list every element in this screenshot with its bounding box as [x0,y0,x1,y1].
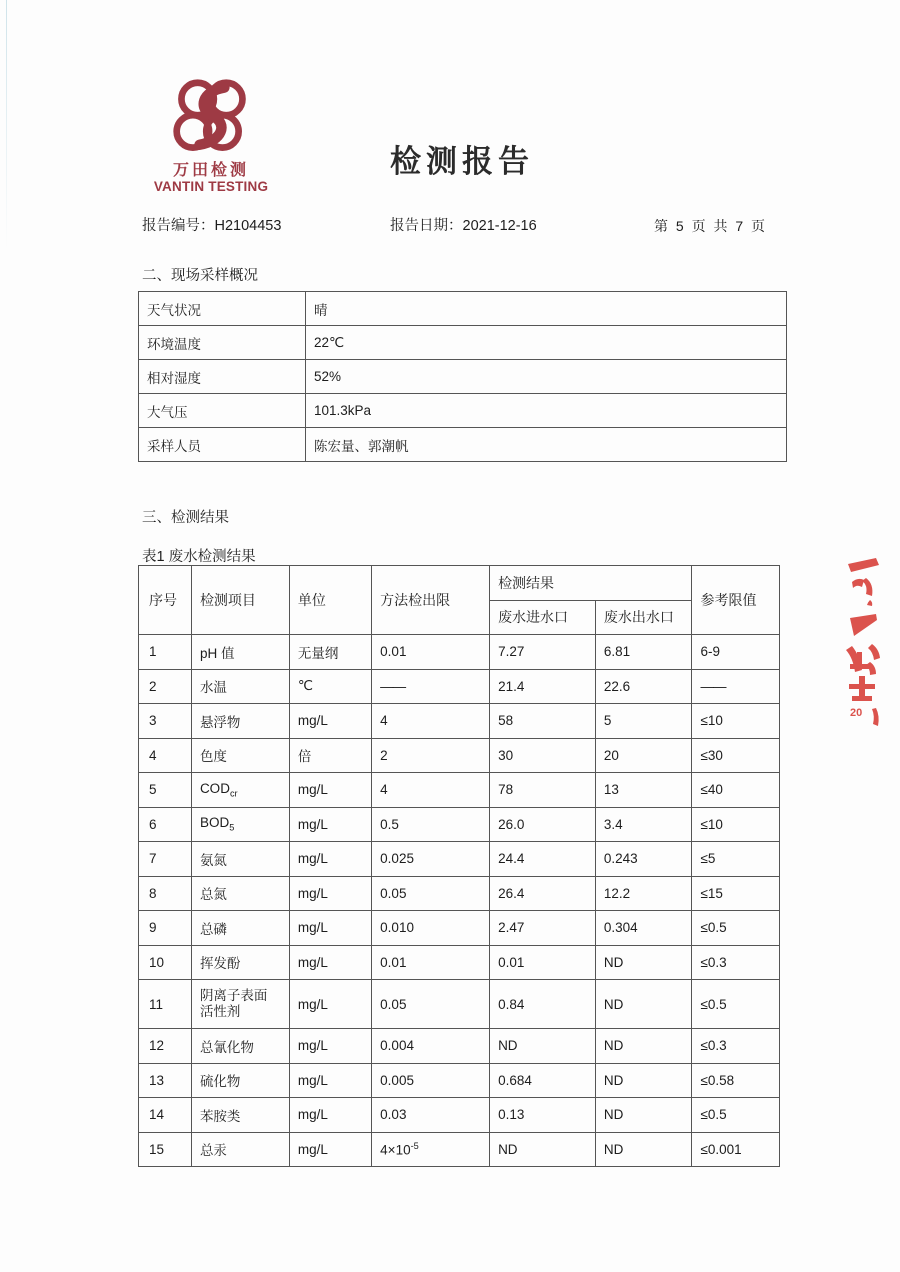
cell-no: 7 [139,842,192,877]
cell-no: 3 [139,704,192,739]
cell-no: 1 [139,635,192,670]
table-row [139,1098,780,1133]
cell-unit: mg/L [289,876,371,911]
cell-dl: 0.03 [372,1098,490,1133]
cell-limit: ≤0.3 [692,1029,780,1064]
cell-outlet: 20 [595,738,692,773]
cell-limit: ≤0.58 [692,1063,780,1098]
cell-dl: —— [372,669,490,704]
cell-no: 12 [139,1029,192,1064]
company-name-en: VANTIN TESTING [153,178,269,194]
cell-dl: 0.01 [372,635,490,670]
table-row [139,738,780,773]
cell-dl: 0.004 [372,1029,490,1064]
cell-item: 水温 [191,669,289,704]
cell-unit: mg/L [289,945,371,980]
cell-limit: —— [692,669,780,704]
company-logo [146,78,276,194]
cell-dl: 0.025 [372,842,490,877]
col-header-outlet: 废水出水口 [595,600,692,635]
cell-limit: ≤0.3 [692,945,780,980]
cell-item: 阴离子表面 活性剂 [191,980,289,1029]
cell-limit: ≤10 [692,807,780,842]
cell-outlet: 22.6 [595,669,692,704]
cell-item: $BOD_5$ [191,807,289,842]
sampling-value: 晴 [306,292,787,326]
cell-outlet: ND [595,1063,692,1098]
cell-item-subscript: 5 [229,823,235,834]
table-row [139,1063,780,1098]
inspection-seal-stamp [846,556,890,728]
cell-outlet: 13 [595,773,692,808]
cell-no: 8 [139,876,192,911]
cell-inlet: 0.01 [490,945,596,980]
col-header-item: 检测项目 [191,566,289,635]
cell-inlet: 24.4 [490,842,596,877]
results-table-caption: 表1 废水检测结果 [142,549,256,565]
sampling-key: 相对湿度 [139,360,306,394]
cell-inlet: 26.0 [490,807,596,842]
cell-outlet: ND [595,1029,692,1064]
section-heading-sampling: 二、现场采样概况 [142,268,258,284]
table-row [139,326,787,360]
cell-unit: mg/L [289,1063,371,1098]
table-row [139,842,780,877]
cell-inlet: 58 [490,704,596,739]
table-row [139,807,780,842]
cell-limit: ≤0.5 [692,1098,780,1133]
table-row [139,704,780,739]
cell-unit: mg/L [289,1098,371,1133]
cell-outlet: ND [595,1132,692,1167]
cell-dl: $4\times 10^{-5}$ [372,1132,490,1167]
cell-item: 总氮 [191,876,289,911]
table-row [139,428,787,462]
cell-item-subscript: cr [229,788,238,799]
cell-no: 9 [139,911,192,946]
table-row [139,394,787,428]
cell-dl: 0.05 [372,876,490,911]
report-meta [142,214,792,234]
cell-no: 14 [139,1098,192,1133]
report-date: 报告日期：2021-12-16 [390,218,537,234]
cell-unit: mg/L [289,704,371,739]
company-name-cn: 万田检测 [172,160,249,179]
clover-logo-icon [163,78,259,160]
sampling-key: 大气压 [139,394,306,428]
cell-inlet: 7.27 [490,635,596,670]
cell-dl: 4 [372,704,490,739]
sampling-value: 52% [306,360,787,394]
cell-outlet: 0.243 [595,842,692,877]
cell-inlet: 2.47 [490,911,596,946]
cell-no: 15 [139,1132,192,1167]
cell-unit: mg/L [289,980,371,1029]
cell-no: 13 [139,1063,192,1098]
table-header-row [139,566,780,601]
section-heading-results: 三、检测结果 [142,510,229,526]
cell-no: 5 [139,773,192,808]
cell-limit: ≤10 [692,704,780,739]
cell-limit: ≤5 [692,842,780,877]
col-header-dl: 方法检出限 [372,566,490,635]
table-row [139,669,780,704]
cell-outlet: 0.304 [595,911,692,946]
col-header-limit: 参考限值 [692,566,780,635]
cell-outlet: ND [595,1098,692,1133]
report-number: 报告编号：H2104453 [142,218,282,234]
table-row [139,876,780,911]
cell-inlet: 21.4 [490,669,596,704]
wastewater-results-table [138,565,780,1167]
cell-item: 苯胺类 [191,1098,289,1133]
seal-fragment-icon [846,556,890,728]
cell-outlet: ND [595,945,692,980]
cell-outlet: ND [595,980,692,1029]
cell-no: 2 [139,669,192,704]
cell-limit: 6-9 [692,635,780,670]
cell-inlet: 0.684 [490,1063,596,1098]
cell-item: 色度 [191,738,289,773]
cell-unit: 无量纲 [289,635,371,670]
report-header [138,78,798,196]
cell-unit: 倍 [289,738,371,773]
cell-inlet: 30 [490,738,596,773]
cell-dl-exponent: -5 [410,1141,419,1151]
table-row [139,360,787,394]
cell-unit: mg/L [289,842,371,877]
cell-unit: mg/L [289,911,371,946]
cell-item: pH 值 [191,635,289,670]
cell-unit: mg/L [289,773,371,808]
table-row [139,635,780,670]
col-header-no: 序号 [139,566,192,635]
cell-dl: 0.5 [372,807,490,842]
sampling-value: 22℃ [306,326,787,360]
cell-item: 总汞 [191,1132,289,1167]
table-row [139,1029,780,1064]
sampling-value: 陈宏量、郭潮帆 [306,428,787,462]
page-indicator: 第 5 页 共 7 页 [654,218,768,234]
cell-item: 硫化物 [191,1063,289,1098]
cell-item: 挥发酚 [191,945,289,980]
cell-unit: mg/L [289,1029,371,1064]
cell-no: 11 [139,980,192,1029]
sampling-value: 101.3kPa [306,394,787,428]
svg-text:20: 20 [850,707,863,719]
table-row [139,292,787,326]
cell-dl: 0.05 [372,980,490,1029]
cell-item: $COD_{cr}$ [191,773,289,808]
col-header-inlet: 废水进水口 [490,600,596,635]
sampling-conditions-table [138,291,787,462]
table-row [139,773,780,808]
cell-inlet: 78 [490,773,596,808]
cell-outlet: 12.2 [595,876,692,911]
cell-limit: ≤15 [692,876,780,911]
cell-item: 总磷 [191,911,289,946]
cell-inlet: 0.13 [490,1098,596,1133]
table-row [139,1132,780,1167]
cell-limit: ≤0.001 [692,1132,780,1167]
cell-dl: 0.010 [372,911,490,946]
cell-outlet: 3.4 [595,807,692,842]
cell-no: 10 [139,945,192,980]
cell-inlet: 26.4 [490,876,596,911]
col-header-unit: 单位 [289,566,371,635]
scan-edge-artifact [6,0,7,250]
cell-unit: mg/L [289,1132,371,1167]
table-row [139,980,780,1029]
cell-dl: 0.01 [372,945,490,980]
cell-limit: ≤0.5 [692,980,780,1029]
cell-unit: ℃ [289,669,371,704]
cell-outlet: 6.81 [595,635,692,670]
table-row [139,945,780,980]
cell-no: 6 [139,807,192,842]
cell-dl: 4 [372,773,490,808]
cell-dl: 2 [372,738,490,773]
cell-inlet: ND [490,1132,596,1167]
cell-no: 4 [139,738,192,773]
cell-item: 悬浮物 [191,704,289,739]
cell-inlet: 0.84 [490,980,596,1029]
sampling-key: 环境温度 [139,326,306,360]
cell-unit: mg/L [289,807,371,842]
sampling-key: 天气状况 [139,292,306,326]
cell-item: 总氰化物 [191,1029,289,1064]
sampling-key: 采样人员 [139,428,306,462]
col-header-result-group: 检测结果 [490,566,692,601]
cell-dl: 0.005 [372,1063,490,1098]
cell-inlet: ND [490,1029,596,1064]
cell-limit: ≤0.5 [692,911,780,946]
cell-outlet: 5 [595,704,692,739]
page-title: 检测报告 [390,144,534,180]
table-row [139,911,780,946]
cell-limit: ≤30 [692,738,780,773]
cell-item: 氨氮 [191,842,289,877]
cell-limit: ≤40 [692,773,780,808]
